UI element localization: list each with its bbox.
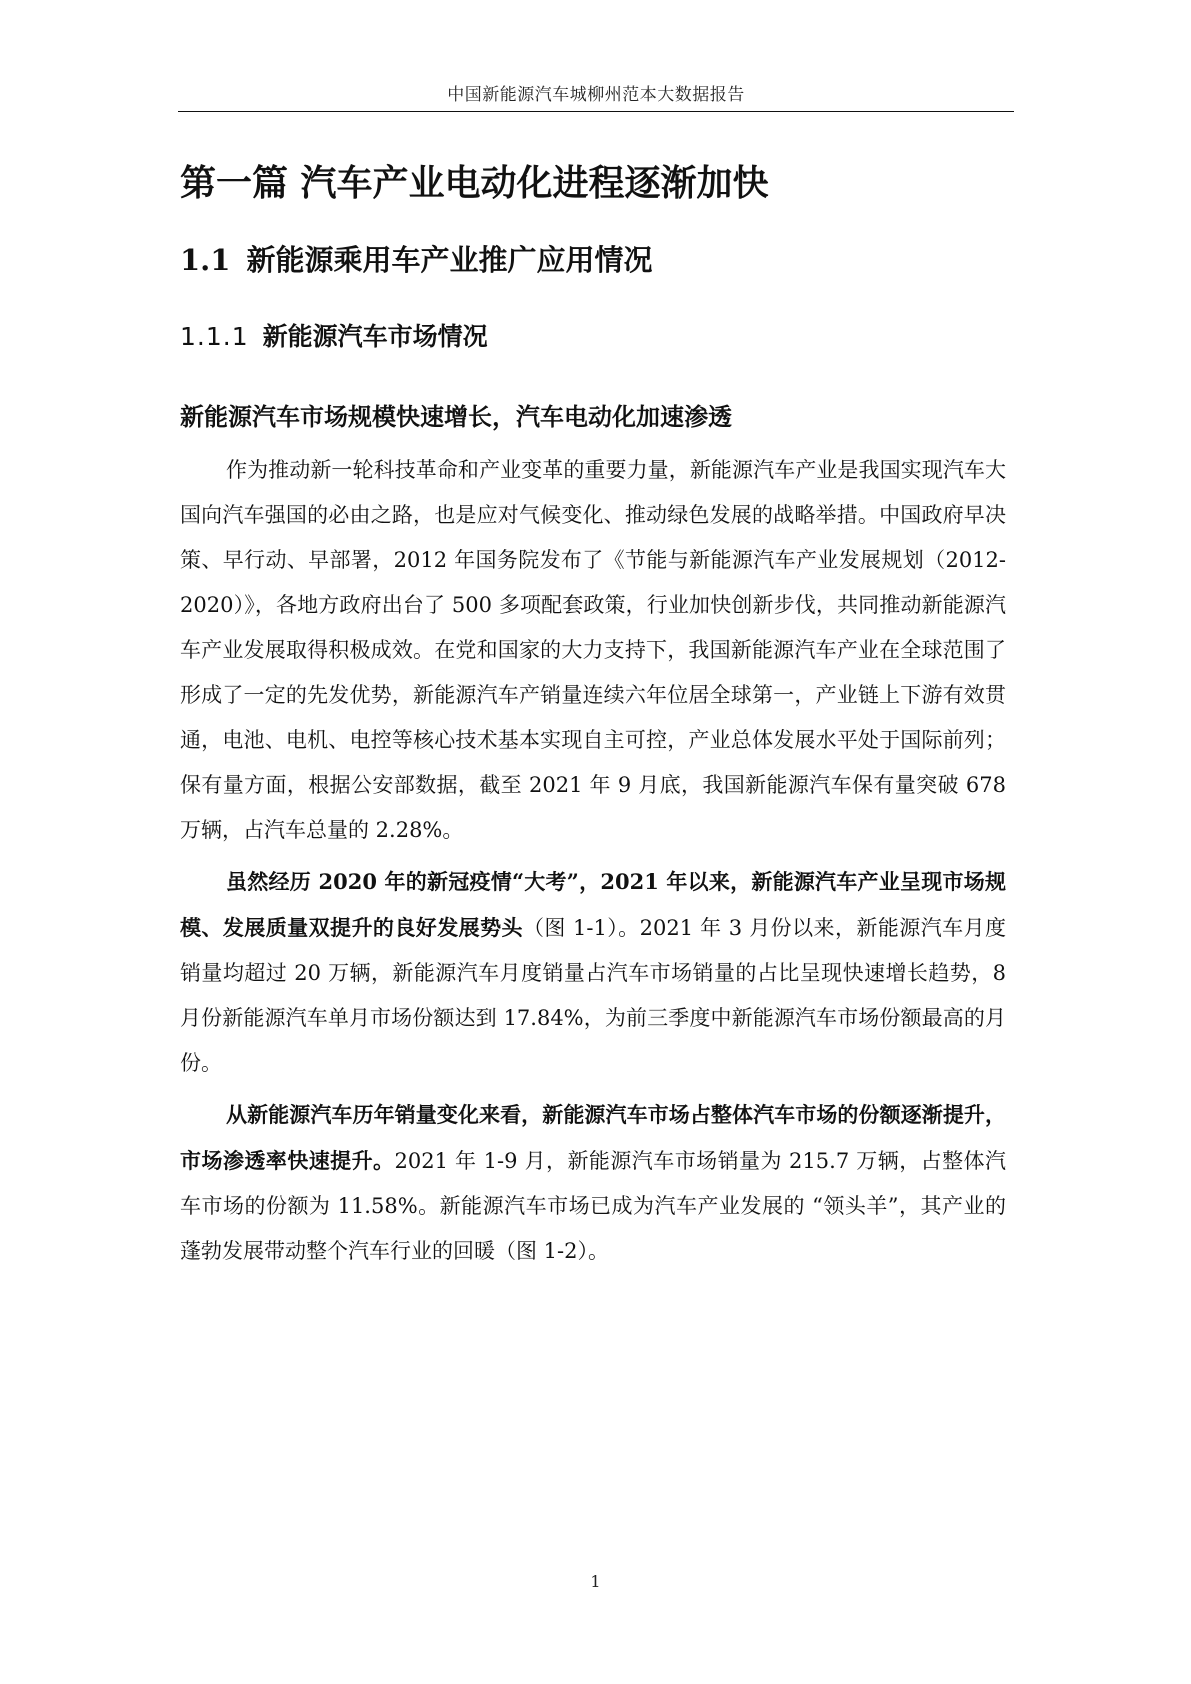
paragraph-3-body: 2021 年 1-9 月，新能源汽车市场销量为 215.7 万辆，占整体汽车市场的份额为 11.58%。新能源汽车市场已成为汽车产业发展的 “领头羊”，其产业的蓬勃发展带动整个汽车行业的回暖（图 1-2）。 [180,1149,1006,1263]
paragraph-2 [180,859,1006,1086]
paragraph-2-lead: 虽然经历 2020 年的新冠疫情“大考”，2021 年以来，新能源汽车产业呈现市场规模、发展质量双提升的良好发展势头 [180,869,1006,940]
subsection-number: 1.1.1 [180,322,249,351]
paragraph-2-body: （图 1-1）。2021 年 3 月份以来，新能源汽车月度销量均超过 20 万辆，新能源汽车月度销量占汽车市场销量的占比呈现快速增长趋势，8 月份新能源汽车单月市场份额达到 17.84%，为前三季度中新能源汽车市场份额最高的月份。 [180,916,1006,1075]
body-text [180,448,1006,1280]
section-heading [180,238,652,279]
chapter-title: 第一篇 汽车产业电动化进程逐渐加快 [180,163,769,204]
section-title: 新能源乘用车产业推广应用情况 [246,243,653,277]
subsection-heading [180,317,488,353]
paragraph-3 [180,1092,1006,1274]
section-number: 1.1 [180,243,231,277]
page-number: 1 [590,1572,601,1591]
topic-heading: 新能源汽车市场规模快速增长，汽车电动化加速渗透 [180,403,732,431]
header-divider [178,111,1014,112]
paragraph-3-lead: 从新能源汽车历年销量变化来看，新能源汽车市场占整体汽车市场的份额逐渐提升，市场渗透率快速提升。 [180,1102,1006,1173]
paragraph-1: 作为推动新一轮科技革命和产业变革的重要力量，新能源汽车产业是我国实现汽车大国向汽车强国的必由之路，也是应对气候变化、推动绿色发展的战略举措。中国政府早决策、早行动、早部署，2012 年国务院发布了《节能与新能源汽车产业发展规划（2012-2020）》，各地方政府出台了 500 多项配套政策，行业加快创新步伐，共同推动新能源汽车产业发展取得积极成效。在党和国家的大力支持下，我国新能源汽车产业在全球范围了形成了一定的先发优势，新能源汽车产销量连续六年位居全球第一，产业链上下游有效贯通，电池、电机、电控等核心技术基本实现自主可控，产业总体发展水平处于国际前列；保有量方面，根据公安部数据，截至 2021 年 9 月底，我国新能源汽车保有量突破 678 万辆，占汽车总量的 2.28%。 [180,458,1006,842]
running-header: 中国新能源汽车城柳州范本大数据报告 [447,85,745,105]
subsection-title: 新能源汽车市场情况 [262,322,488,351]
